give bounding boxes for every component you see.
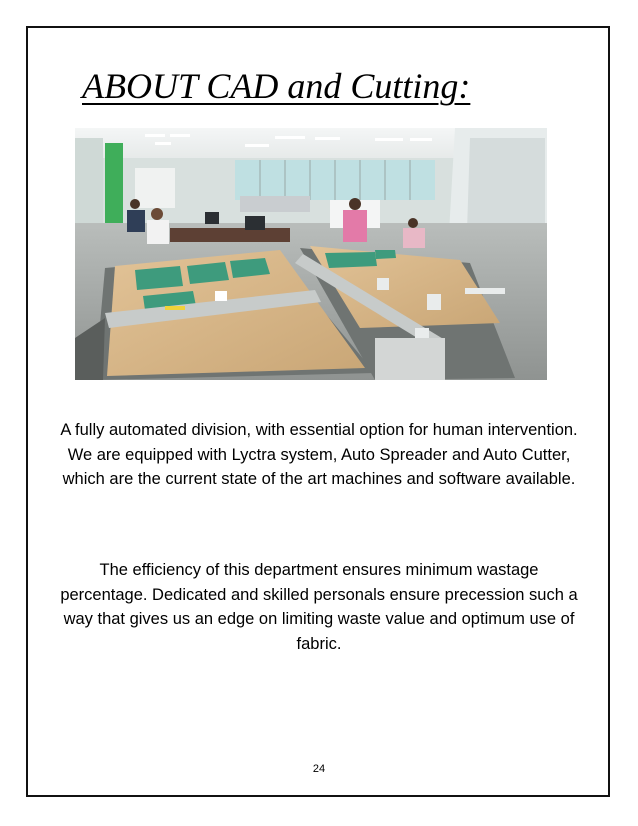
page-number: 24 (312, 763, 326, 775)
intro-paragraph: A fully automated division, with essential option for human intervention. We are equipped with Lyctra system, Auto Spreader and Auto Cutter, which are the current state of the art machines and software available. (60, 421, 578, 488)
efficiency-paragraph: The efficiency of this department ensures minimum wastage percentage. Dedicated and skilled personals ensure precession such a way that gives us an edge on limiting waste value and optimum use of fabric. (60, 561, 578, 653)
page-title: ABOUT CAD and Cutting: (82, 66, 471, 106)
cad-cutting-room-photo (75, 128, 547, 380)
